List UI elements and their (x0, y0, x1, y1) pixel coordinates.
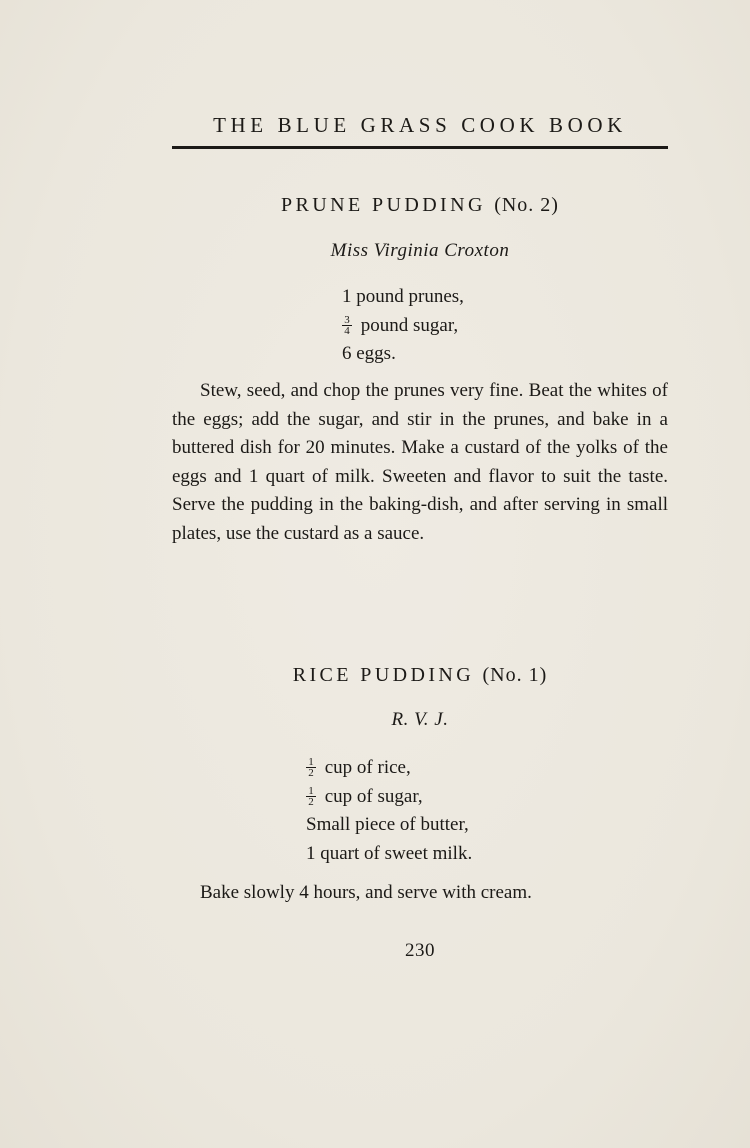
ingredient-item (306, 840, 472, 869)
ingredient-qty: 1 (306, 842, 316, 864)
recipe-author: R. V. J. (391, 709, 449, 730)
recipe-title-rice-pudding (160, 662, 680, 688)
ingredient-text: quart of sweet milk. (320, 842, 473, 864)
ingredient-list-prune-pudding (342, 283, 464, 369)
running-head: THE BLUE GRASS COOK BOOK (213, 113, 627, 137)
fraction-denominator: 4 (344, 324, 350, 337)
fraction (306, 784, 316, 808)
ingredient-item (342, 312, 464, 341)
ingredient-item (342, 340, 464, 369)
ingredient-item (306, 754, 472, 783)
page-number: 230 (405, 940, 435, 961)
recipe-number: (No. 2) (494, 194, 559, 216)
fraction-denominator: 2 (308, 795, 314, 808)
ingredient-qty: 1 (342, 286, 352, 307)
fraction-denominator: 2 (308, 767, 314, 779)
recipe-number: (No. 1) (482, 664, 548, 686)
fraction (306, 758, 316, 778)
ingredient-text: cup of rice, (324, 757, 411, 778)
fraction-numerator: 1 (306, 758, 316, 768)
ingredient-item (306, 811, 472, 840)
recipe-directions: Bake slowly 4 hours, and serve with cream. (200, 882, 532, 903)
fraction-numerator: 1 (306, 787, 316, 797)
recipe-title-text: RICE PUDDING (292, 664, 475, 686)
ingredient-text: eggs. (356, 343, 396, 364)
recipe-title-text: PRUNE PUDDING (281, 194, 486, 216)
ingredient-qty: 6 (342, 343, 352, 364)
fraction (342, 313, 352, 337)
ingredient-text: Small piece of butter, (306, 814, 469, 835)
ingredient-text: cup of sugar, (324, 785, 423, 807)
ingredient-list-rice-pudding (306, 754, 472, 868)
fraction-numerator: 3 (342, 316, 352, 326)
recipe-title-prune-pudding (160, 192, 680, 218)
recipe-author: Miss Virginia Croxton (330, 240, 510, 261)
head-rule (172, 146, 668, 149)
ingredient-item (342, 283, 464, 312)
ingredient-text: pound prunes, (356, 286, 464, 307)
ingredient-item (306, 783, 472, 812)
ingredient-text: pound sugar, (360, 314, 459, 336)
recipe-directions: Stew, seed, and chop the prunes very fine. Beat the whites of the eggs; add the sugar, and stir in the prunes, and bake in a buttered dish for 20 minutes. Make a custard of the yolks of the eggs and 1 quart of milk. Sweeten and flavor to suit the taste. Serve the pudding in the baking-dish, and after serving in small plates, use the custard as a sauce. (172, 380, 668, 544)
